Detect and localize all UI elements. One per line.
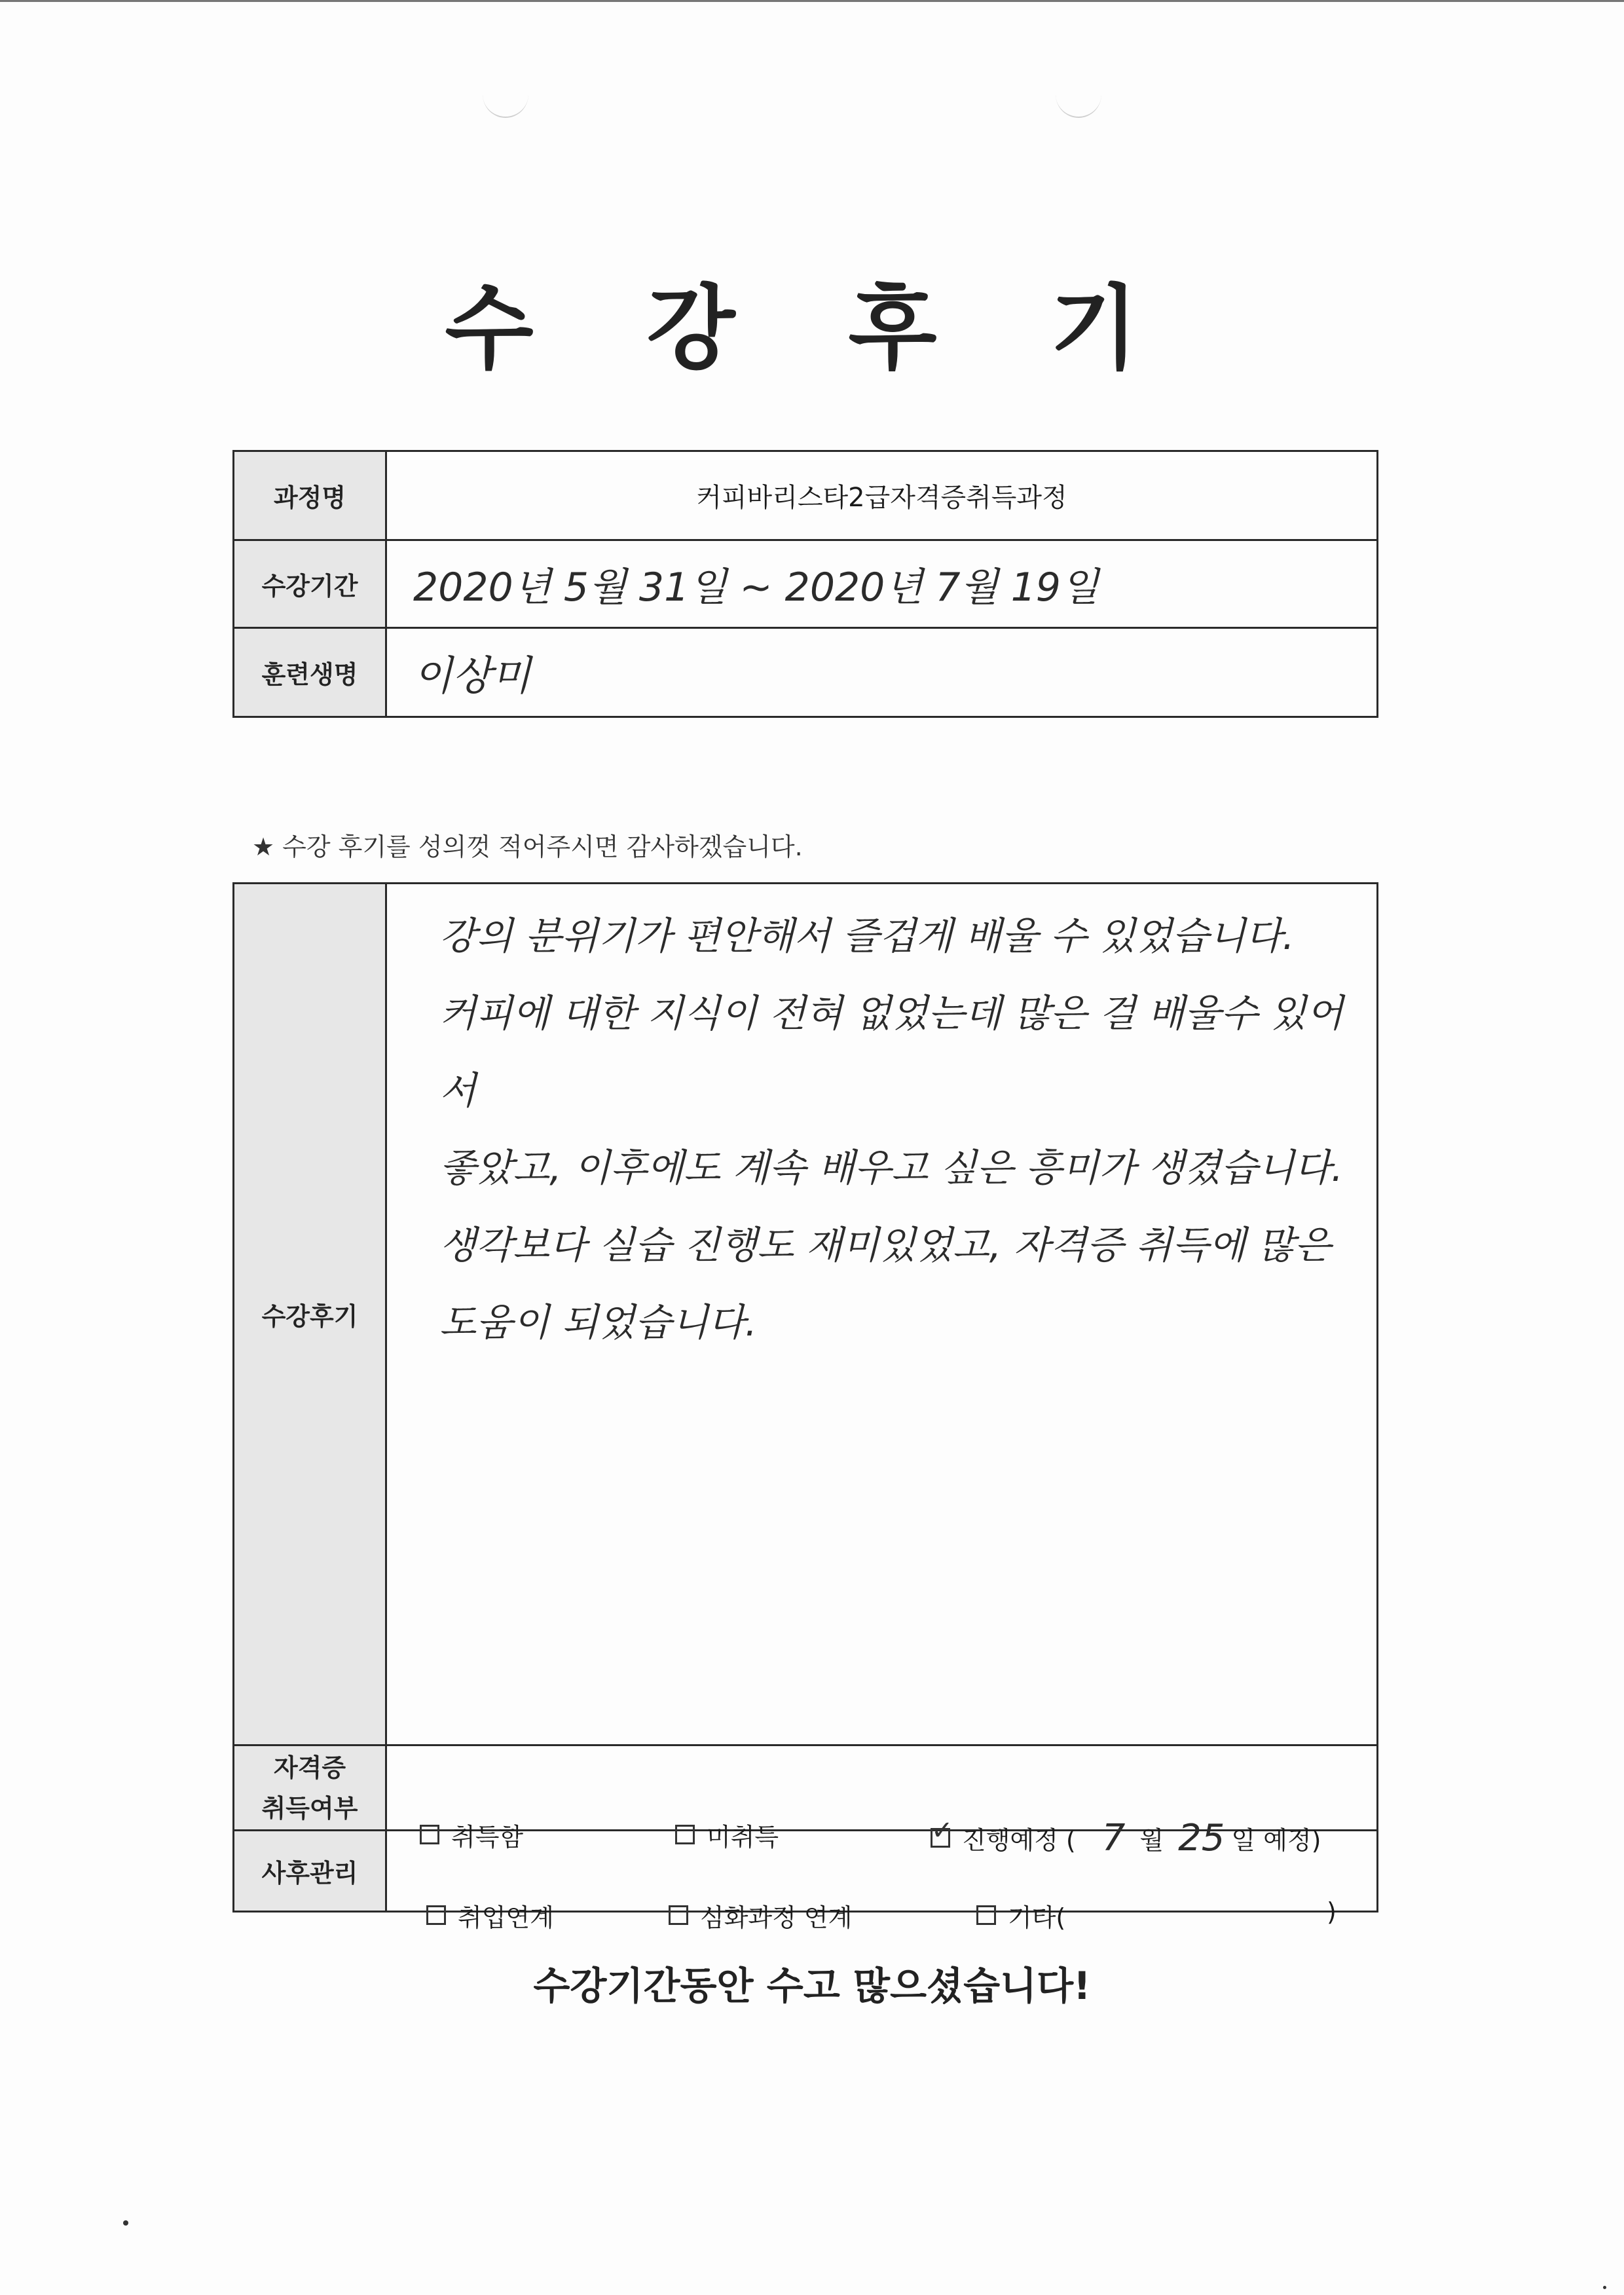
review-line: 생각보다 실습 진행도 재미있었고, 자격증 취득에 많은 xyxy=(439,1223,1331,1267)
scheduled-day: 25 xyxy=(1178,1816,1225,1859)
option-in-progress-label: 진행예정 ( xyxy=(962,1825,1076,1855)
review-content xyxy=(386,884,1378,1745)
day-unit: 일 예정) xyxy=(1231,1825,1321,1855)
certificate-label xyxy=(234,1745,386,1831)
page-title: 수 강 후 기 xyxy=(445,276,1179,382)
instruction-notice: ★ 수강 후기를 성의껏 적어주시면 감사하겠습니다. xyxy=(252,832,803,861)
aftercare-options xyxy=(386,1831,1378,1932)
option-advanced-course[interactable] xyxy=(669,1897,852,1933)
trainee-label: 훈련생명 xyxy=(234,628,386,717)
checkbox-employment[interactable] xyxy=(426,1905,446,1925)
review-line: 커피에 대한 지식이 전혀 없었는데 많은 걸 배울수 있어서 xyxy=(439,991,1344,1113)
course-value: 커피바리스타2급자격증취득과정 xyxy=(386,451,1378,540)
option-not-acquired-label: 미취득 xyxy=(707,1822,779,1852)
option-acquired-label: 취득함 xyxy=(451,1822,524,1852)
option-employment-label: 취업연계 xyxy=(458,1903,554,1932)
review-line: 좋았고, 이후에도 계속 배우고 싶은 흥미가 생겼습니다. xyxy=(439,1146,1344,1190)
period-label: 수강기간 xyxy=(234,540,386,628)
punch-hole-left xyxy=(483,71,528,118)
top-edge-line xyxy=(0,0,1624,2)
option-other-label: 기타( xyxy=(1008,1903,1066,1932)
checkbox-other[interactable] xyxy=(976,1905,996,1925)
scan-speck xyxy=(1603,2286,1606,2289)
option-advanced-course-label: 심화과정 연계 xyxy=(700,1903,853,1932)
course-info-table xyxy=(232,450,1378,718)
aftercare-label: 사후관리 xyxy=(234,1831,386,1912)
review-line: 도움이 되었습니다. xyxy=(439,1300,758,1345)
review-table xyxy=(232,882,1378,1932)
certificate-options xyxy=(386,1745,1378,1859)
option-employment[interactable] xyxy=(426,1897,554,1933)
month-unit: 월 xyxy=(1139,1825,1164,1855)
certificate-label-line2: 취득여부 xyxy=(261,1793,358,1823)
course-label: 과정명 xyxy=(234,451,386,540)
punch-hole-right xyxy=(1056,71,1101,118)
closing-message: 수강기간동안 수고 많으셨습니다! xyxy=(533,1964,1091,2008)
period-value: 2020년 5월 31일 ~ 2020년 7월 19일 xyxy=(386,540,1378,628)
option-other-close: ) xyxy=(1327,1897,1337,1926)
option-other[interactable] xyxy=(976,1897,1065,1933)
certificate-label-line1: 자격증 xyxy=(273,1753,346,1782)
checkbox-advanced-course[interactable] xyxy=(669,1905,688,1925)
scan-speck xyxy=(123,2220,128,2226)
review-label: 수강후기 xyxy=(234,884,386,1745)
review-line: 강의 분위기가 편안해서 즐겁게 배울 수 있었습니다. xyxy=(439,914,1295,958)
scheduled-month: 7 xyxy=(1101,1816,1126,1859)
trainee-name: 이상미 xyxy=(386,628,1378,717)
